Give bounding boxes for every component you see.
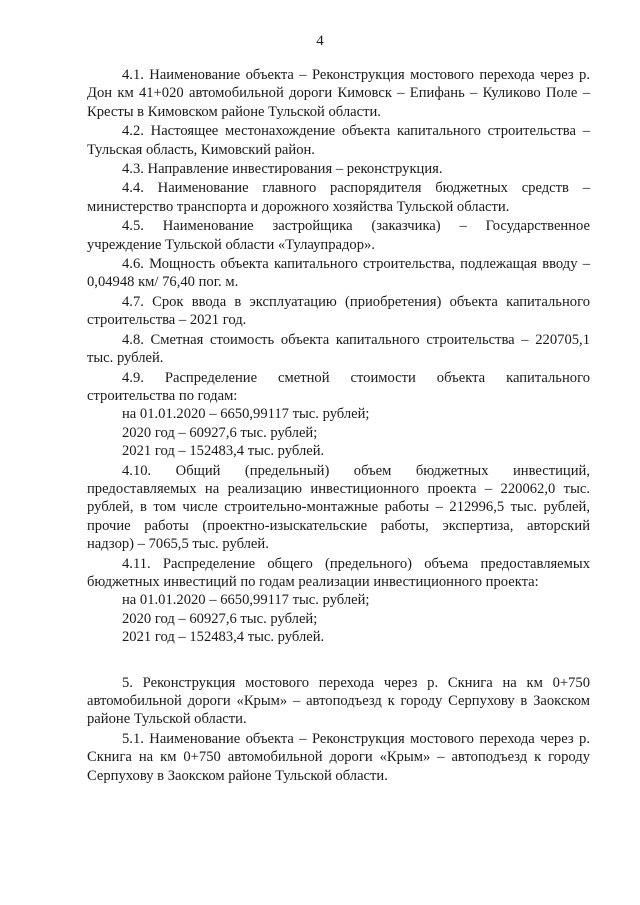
paragraph-4-6: 4.6. Мощность объекта капитального строительства, подлежащая вводу – 0,04948 км/ 76,40 пог. м. [87,256,590,291]
list-item: на 01.01.2020 – 6650,99117 тыс. рублей; [122,592,370,609]
page-number: 4 [316,33,324,49]
paragraph-4-8: 4.8. Сметная стоимость объекта капитального строительства – 220705,1 тыс. рублей. [87,331,590,367]
list-item: 2021 год – 152483,4 тыс. рублей. [122,443,325,460]
paragraph-4-3: 4.3. Направление инвестирования – реконструкция. [122,161,443,178]
list-item: на 01.01.2020 – 6650,99117 тыс. рублей; [122,406,370,423]
paragraph-5: 5. Реконструкция мостового перехода через р. Скнига на км 0+750 автомобильной дороги «Крым» – автоподъезд к городу Серпухову в Заокском районе Тульской области. [87,674,590,728]
paragraph-5-1: 5.1. Наименование объекта – Реконструкция мостового перехода через р. Скнига на км 0+750 автомобильной дороги «Крым» – автоподъезд к городу Серпухову в Заокском районе Тульской области. [87,730,590,784]
paragraph-4-2: 4.2. Настоящее местонахождение объекта капитального строительства – Тульская область, Кимовский район. [87,123,590,158]
list-item: 2021 год – 152483,4 тыс. рублей. [122,629,325,646]
paragraph-4-7: 4.7. Срок ввода в эксплуатацию (приобретения) объекта капитального строительства – 2021 год. [87,293,590,329]
paragraph-4-5: 4.5. Наименование застройщика (заказчика) – Государственное учреждение Тульской области «Тулаупрадор». [87,218,590,253]
document-body [87,66,590,785]
paragraph-4-1: 4.1. Наименование объекта – Реконструкция мостового перехода через р. Дон км 41+020 автомобильной дороги Кимовск – Епифань – Куликово Поле – Кресты в Кимовском районе Тульской области. [87,67,590,120]
paragraph-4-11: 4.11. Распределение общего (предельного) объема предоставляемых бюджетных инвестиций по годам реализации инвестиционного проекта: [87,555,590,590]
list-item: 2020 год – 60927,6 тыс. рублей; [122,610,318,627]
list-item: 2020 год – 60927,6 тыс. рублей; [122,424,318,441]
paragraph-4-10: 4.10. Общий (предельный) объем бюджетных инвестиций, предоставляемых на реализацию инвестиционного проекта – 220062,0 тыс. рублей, в том числе строительно-монтажные работы – 212996,5 тыс. рублей, прочие работы (проектно-изыскательские работы, экспертиза, авторский надзор) – 7065,5 тыс. рублей. [87,462,590,553]
paragraph-4-4: 4.4. Наименование главного распорядителя бюджетных средств – министерство транспорта и дорожного хозяйства Тульской области. [87,180,590,215]
paragraph-4-9: 4.9. Распределение сметной стоимости объекта капитального строительства по годам: [87,369,590,404]
